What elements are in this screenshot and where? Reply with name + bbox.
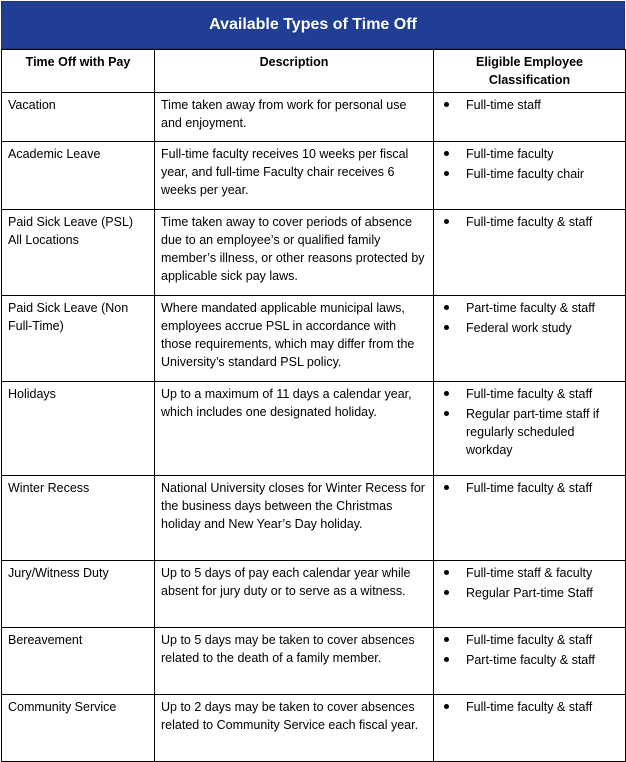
table-title xyxy=(1,1,625,49)
time-off-table xyxy=(1,49,626,762)
eligible-list xyxy=(440,564,619,602)
time-off-document xyxy=(1,1,625,762)
eligible-list-item: Full-time faculty & staff xyxy=(466,698,619,716)
table-row xyxy=(2,561,626,628)
eligible-classification-cell xyxy=(434,382,626,476)
eligible-list-item: Full-time staff & faculty xyxy=(466,564,619,582)
description-cell: Where mandated applicable municipal laws, employees accrue PSL in accordance with those requirements, which may differ from the University’s standard PSL policy. xyxy=(155,296,434,382)
time-off-type-cell: Academic Leave xyxy=(2,142,155,210)
eligible-classification-cell xyxy=(434,628,626,695)
eligible-list-item: Regular part-time staff if regularly scheduled workday xyxy=(466,405,619,459)
header-row xyxy=(2,50,626,93)
eligible-list xyxy=(440,479,619,497)
header-time-off-with-pay: Time Off with Pay xyxy=(2,50,155,93)
table-row xyxy=(2,628,626,695)
description-cell: Full-time faculty receives 10 weeks per fiscal year, and full-time Faculty chair receives 6 weeks per year. xyxy=(155,142,434,210)
description-cell: National University closes for Winter Recess for the business days between the Christmas holiday and New Year’s Day holiday. xyxy=(155,476,434,561)
description-cell: Time taken away from work for personal use and enjoyment. xyxy=(155,93,434,142)
time-off-type-cell: Community Service xyxy=(2,695,155,762)
table-row xyxy=(2,476,626,561)
eligible-list xyxy=(440,698,619,716)
time-off-type-cell: Holidays xyxy=(2,382,155,476)
description-cell: Up to 5 days of pay each calendar year while absent for jury duty or to serve as a witness. xyxy=(155,561,434,628)
eligible-classification-cell xyxy=(434,561,626,628)
table-body xyxy=(2,93,626,762)
eligible-list xyxy=(440,213,619,231)
eligible-list xyxy=(440,385,619,459)
eligible-classification-cell xyxy=(434,142,626,210)
eligible-list-item: Part-time faculty & staff xyxy=(466,299,619,317)
table-row xyxy=(2,142,626,210)
header-eligible-classification: Eligible Employee Classification xyxy=(434,50,626,93)
eligible-list-item: Regular Part-time Staff xyxy=(466,584,619,602)
eligible-list xyxy=(440,299,619,337)
eligible-list-item: Part-time faculty & staff xyxy=(466,651,619,669)
table-row xyxy=(2,93,626,142)
time-off-type-cell: Paid Sick Leave (Non Full-Time) xyxy=(2,296,155,382)
eligible-list-item: Full-time faculty & staff xyxy=(466,479,619,497)
time-off-type-cell: Bereavement xyxy=(2,628,155,695)
time-off-type-cell: Winter Recess xyxy=(2,476,155,561)
eligible-classification-cell xyxy=(434,296,626,382)
table-row xyxy=(2,296,626,382)
header-description: Description xyxy=(155,50,434,93)
eligible-list-item: Full-time faculty & staff xyxy=(466,631,619,649)
time-off-type-cell: Vacation xyxy=(2,93,155,142)
eligible-list xyxy=(440,145,619,183)
time-off-type-cell: Paid Sick Leave (PSL) All Locations xyxy=(2,210,155,296)
time-off-type-cell: Jury/Witness Duty xyxy=(2,561,155,628)
description-cell: Up to a maximum of 11 days a calendar year, which includes one designated holiday. xyxy=(155,382,434,476)
eligible-list xyxy=(440,631,619,669)
eligible-list-item: Full-time faculty & staff xyxy=(466,385,619,403)
eligible-classification-cell xyxy=(434,210,626,296)
eligible-list-item: Full-time faculty & staff xyxy=(466,213,619,231)
table-row xyxy=(2,695,626,762)
table-row xyxy=(2,382,626,476)
table-title-text: Available Types of Time Off xyxy=(209,16,417,33)
eligible-list xyxy=(440,96,619,114)
description-cell: Up to 5 days may be taken to cover absences related to the death of a family member. xyxy=(155,628,434,695)
eligible-list-item: Full-time faculty xyxy=(466,145,619,163)
table-row xyxy=(2,210,626,296)
eligible-classification-cell xyxy=(434,93,626,142)
eligible-classification-cell xyxy=(434,476,626,561)
eligible-classification-cell xyxy=(434,695,626,762)
description-cell: Up to 2 days may be taken to cover absences related to Community Service each fiscal year. xyxy=(155,695,434,762)
eligible-list-item: Full-time faculty chair xyxy=(466,165,619,183)
eligible-list-item: Federal work study xyxy=(466,319,619,337)
eligible-list-item: Full-time staff xyxy=(466,96,619,114)
description-cell: Time taken away to cover periods of absence due to an employee’s or qualified family member’s illness, or other reasons protected by applicable sick pay laws. xyxy=(155,210,434,296)
